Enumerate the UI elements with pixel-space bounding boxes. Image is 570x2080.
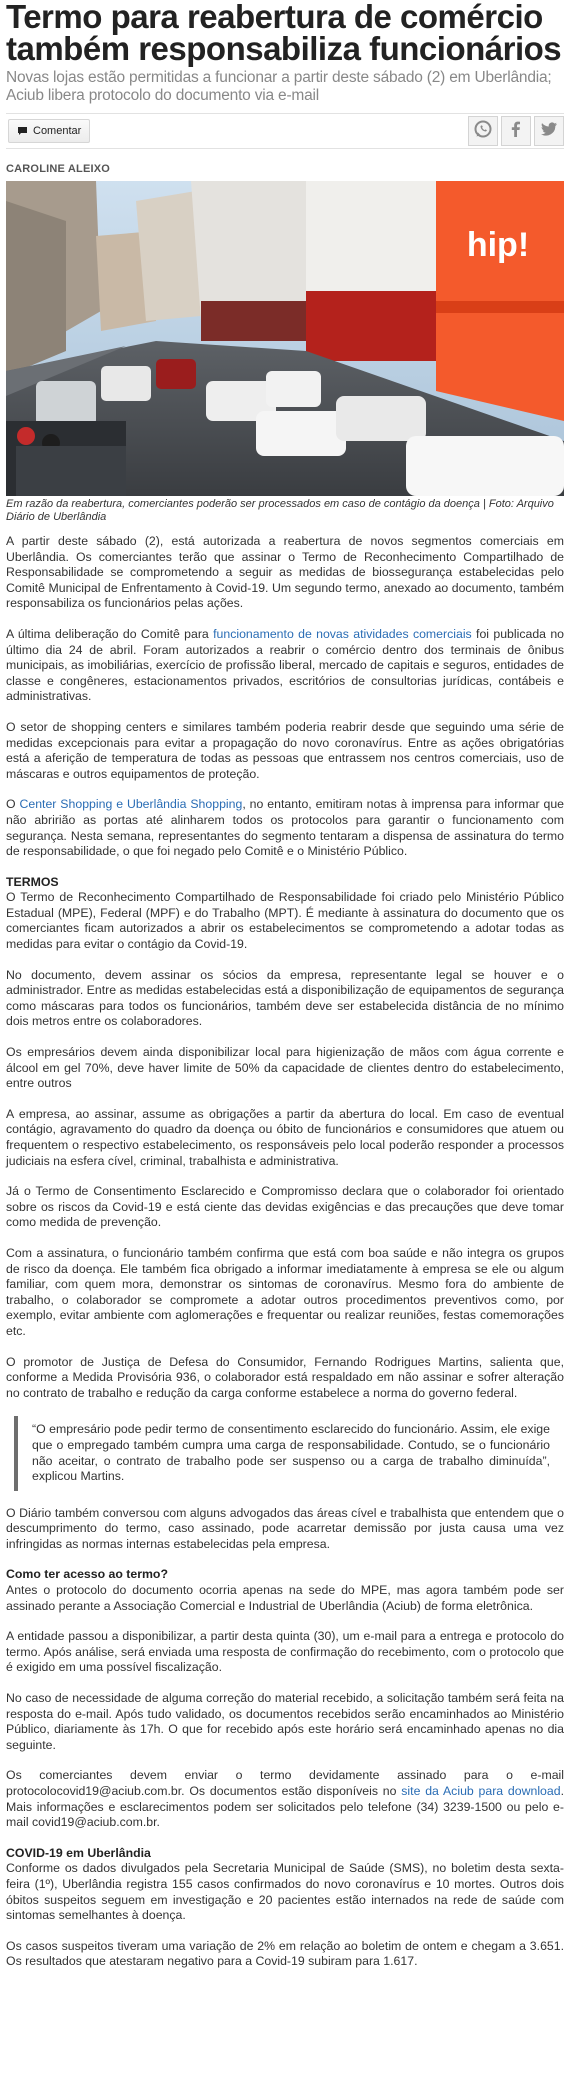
whatsapp-icon — [473, 119, 493, 144]
paragraph: Os casos suspeitos tiveram uma variação de 2% em relação ao boletim de ontem e chegam a 3.651. Os resultados que atestaram negativo para a Covid-19 subiram para 1.617. — [6, 1938, 564, 1969]
section-heading-covid: COVID-19 em Uberlândia — [6, 1845, 151, 1860]
paragraph: Com a assinatura, o funcionário também confirma que está com boa saúde e não integra os grupos de risco da doença. Ele também fica obrigado a informar imediatamente à empresa se ele ou algum familiar, com quem mora, demonstrar os sintomas de coronavírus. Mesmo fora do ambiente de trabalho, o colaborador se compromete a adotar outros procedimentos preventivos como, por exemplo, evitar ambiente com aglomerações e frequentar ou realizar reuniões, festas comemorações etc. — [6, 1245, 564, 1338]
paragraph: O setor de shopping centers e similares também poderia reabrir desde que seguindo uma série de medidas excepcionais para evitar a propagação do novo coronavírus. Entre as ações obrigatórias está a aferição de temperatura de todas as pessoas que entrassem nos centros comerciais, uso de máscaras e outros equipamentos de proteção. — [6, 719, 564, 781]
paragraph: A partir deste sábado (2), está autorizada a reabertura de novos segmentos comerciais em Uberlândia. Os comerciantes terão que assinar o Termo de Reconhecimento Compartilhado de Responsabilidade se comprometendo a seguir as medidas de biossegurança estabelecidas pelo Comitê Municipal de Enfrentamento à Covid-19. Um segundo termo, anexado ao documento, também responsabiliza os funcionários pelas ações. — [6, 534, 564, 611]
paragraph: A última deliberação do Comitê para funcionamento de novas atividades comerciais foi publicada no último dia 24 de abril. Foram autorizados a reabrir o comércio dentro dos terminais de ônibus municipais, as imobiliárias, exercício de profissão liberal, mercado de capitais e seguros, entidades de classe e congêneres, estacionamentos privados, escritórios de consultorias jurídicas, contábeis e administrativas. — [6, 626, 565, 704]
share-twitter-button[interactable] — [534, 116, 564, 146]
facebook-icon — [506, 119, 526, 144]
paragraph: A empresa, ao assinar, assume as obrigações a partir da abertura do local. Em caso de eventual contágio, agravamento do quadro da doença ou óbito de funcionários e consumidores que atuem ou frequentem o respectivo estabelecimento, os responsáveis pelo local poderão responder a processos judiciais na esfera cível, criminal, trabalhista e administrativa. — [6, 1106, 564, 1168]
paragraph: Os empresários devem ainda disponibilizar local para higienização de mãos com água corrente e álcool em gel 70%, deve haver limite de 50% da capacidade de clientes dentro do estabelecimento, entre outros — [6, 1045, 564, 1091]
article-subtitle: Novas lojas estão permitidas a funcionar a partir deste sábado (2) em Uberlândia; Aciub libera protocolo do documento via e-mail — [6, 69, 552, 104]
article-body — [6, 534, 564, 1970]
paragraph: O promotor de Justiça de Defesa do Consumidor, Fernando Rodrigues Martins, salienta que, conforme a Medida Provisória 936, o colaborador está respaldado em não assinar e sofrer alteração no contrato de trabalho e redução da carga conforme estabelece a norma do governo federal. — [6, 1354, 564, 1400]
paragraph: Já o Termo de Consentimento Esclarecido e Compromisso declara que o colaborador foi orientado sobre os riscos da Covid-19 e está ciente das devidas exigências e das precauções que deve tomar como medida de prevenção. — [6, 1184, 564, 1230]
section-heading-acesso: Como ter acesso ao termo? — [6, 1567, 168, 1582]
comment-button[interactable] — [8, 119, 90, 143]
link-novas-atividades[interactable]: funcionamento de novas atividades comerciais — [213, 626, 472, 641]
section-heading-termos: TERMOS — [6, 874, 59, 889]
share-whatsapp-button[interactable] — [468, 116, 498, 146]
article-author: CAROLINE ALEIXO — [6, 163, 111, 175]
comment-icon — [17, 126, 28, 136]
link-shoppings[interactable]: Center Shopping e Uberlândia Shopping — [19, 797, 243, 812]
quote-text: “O empresário pode pedir termo de consentimento esclarecido do funcionário. Assim, ele exige que o empregado também cumpra uma carga de responsabilidade. Contudo, se o funcionário não aceitar, o contrato de trabalho pode ser suspenso ou a carga de trabalho diminuída”, explicou Martins. — [32, 1422, 550, 1484]
paragraph: O Diário também conversou com alguns advogados das áreas cível e trabalhista que entendem que o descumprimento do termo, caso assinado, pode acarretar demissão por justa causa uma vez infringidas as normas internas estabelecidas pela empresa. — [6, 1505, 564, 1551]
paragraph: O Center Shopping e Uberlândia Shopping, no entanto, emitiram notas à imprensa para informar que não abririão as portas até alinharem todos os protocolos para garantir o funcionamento com segurança. Nesta semana, representantes do segmento tentaram a dispensa de assinatura do termo de responsabilidade, o que foi negado pelo Comitê e o Ministério Público. — [6, 797, 564, 859]
photo-caption: Em razão da reabertura, comerciantes poderão ser processados em caso de contágio da doença | Foto: Arquivo Diário de Uberlândia — [6, 498, 554, 523]
link-site-aciub[interactable]: site da Aciub para download — [401, 1784, 561, 1798]
paragraph: Antes o protocolo do documento ocorria apenas na sede do MPE, mas agora também pode ser assinado perante a Associação Comercial e Industrial de Uberlândia (Aciub) de forma eletrônica. — [6, 1583, 564, 1613]
photo-store-sign: hip! — [466, 226, 530, 264]
article-headline: Termo para reabertura de comércio também responsabiliza funcionários — [6, 0, 562, 67]
paragraph: Os comerciantes devem enviar o termo devidamente assinado para o e-mail protocolocovid19@aciub.com.br. Os documentos estão disponíveis no site da Aciub para download. Mais informações e esclarecimentos podem ser solicitados pelo telefone (34) 3239-1500 ou pelo e-mail covid19@aciub.com.br. — [6, 1768, 564, 1830]
paragraph: No documento, devem assinar os sócios da empresa, representante legal se houver e o administrador. Entre as medidas estabelecidas está a disponibilização de equipamentos de segurança como máscaras para todos os funcionários, também deve ser estabelecida distância de no mínimo dois metros entre os colaboradores. — [6, 967, 564, 1029]
share-facebook-button[interactable] — [501, 116, 531, 146]
blockquote — [14, 1416, 564, 1490]
article-photo — [6, 181, 564, 496]
paragraph: No caso de necessidade de alguma correção do material recebido, a solicitação também será feita na resposta do e-mail. Após tudo validado, os documentos recebidos serão encaminhados ao Ministério Público, diariamente às 17h. O que for recebido após este horário será encaminhado apenas no dia seguinte. — [6, 1691, 564, 1752]
comment-button-label: Comentar — [33, 125, 82, 137]
article-toolbar — [6, 113, 564, 149]
share-buttons — [468, 116, 564, 146]
paragraph: O Termo de Reconhecimento Compartilhado de Responsabilidade foi criado pelo Ministério Público Estadual (MPE), Federal (MPF) e do Trabalho (MPT). É mediante à assinatura do documento que os comerciantes ficam autorizados a abrir os estabelecimentos se comprometendo a adotar todas as medidas para evitar o contágio da Covid-19. — [6, 890, 564, 952]
twitter-icon — [539, 119, 559, 144]
paragraph: Conforme os dados divulgados pela Secretaria Municipal de Saúde (SMS), no boletim desta sexta-feira (1º), Uberlândia registra 155 casos confirmados do novo coronavírus e 10 mortes. Outros dois óbitos suspeitos seguem em investigação e 20 pacientes estão internados na rede de saúde com sintomas semelhantes à doença. — [6, 1861, 564, 1923]
paragraph: A entidade passou a disponibilizar, a partir desta quinta (30), um e-mail para a entrega e protocolo do termo. Após análise, será enviada uma resposta de confirmação do recebimento, com o protocolo que é exigido em uma possível fiscalização. — [6, 1629, 564, 1675]
